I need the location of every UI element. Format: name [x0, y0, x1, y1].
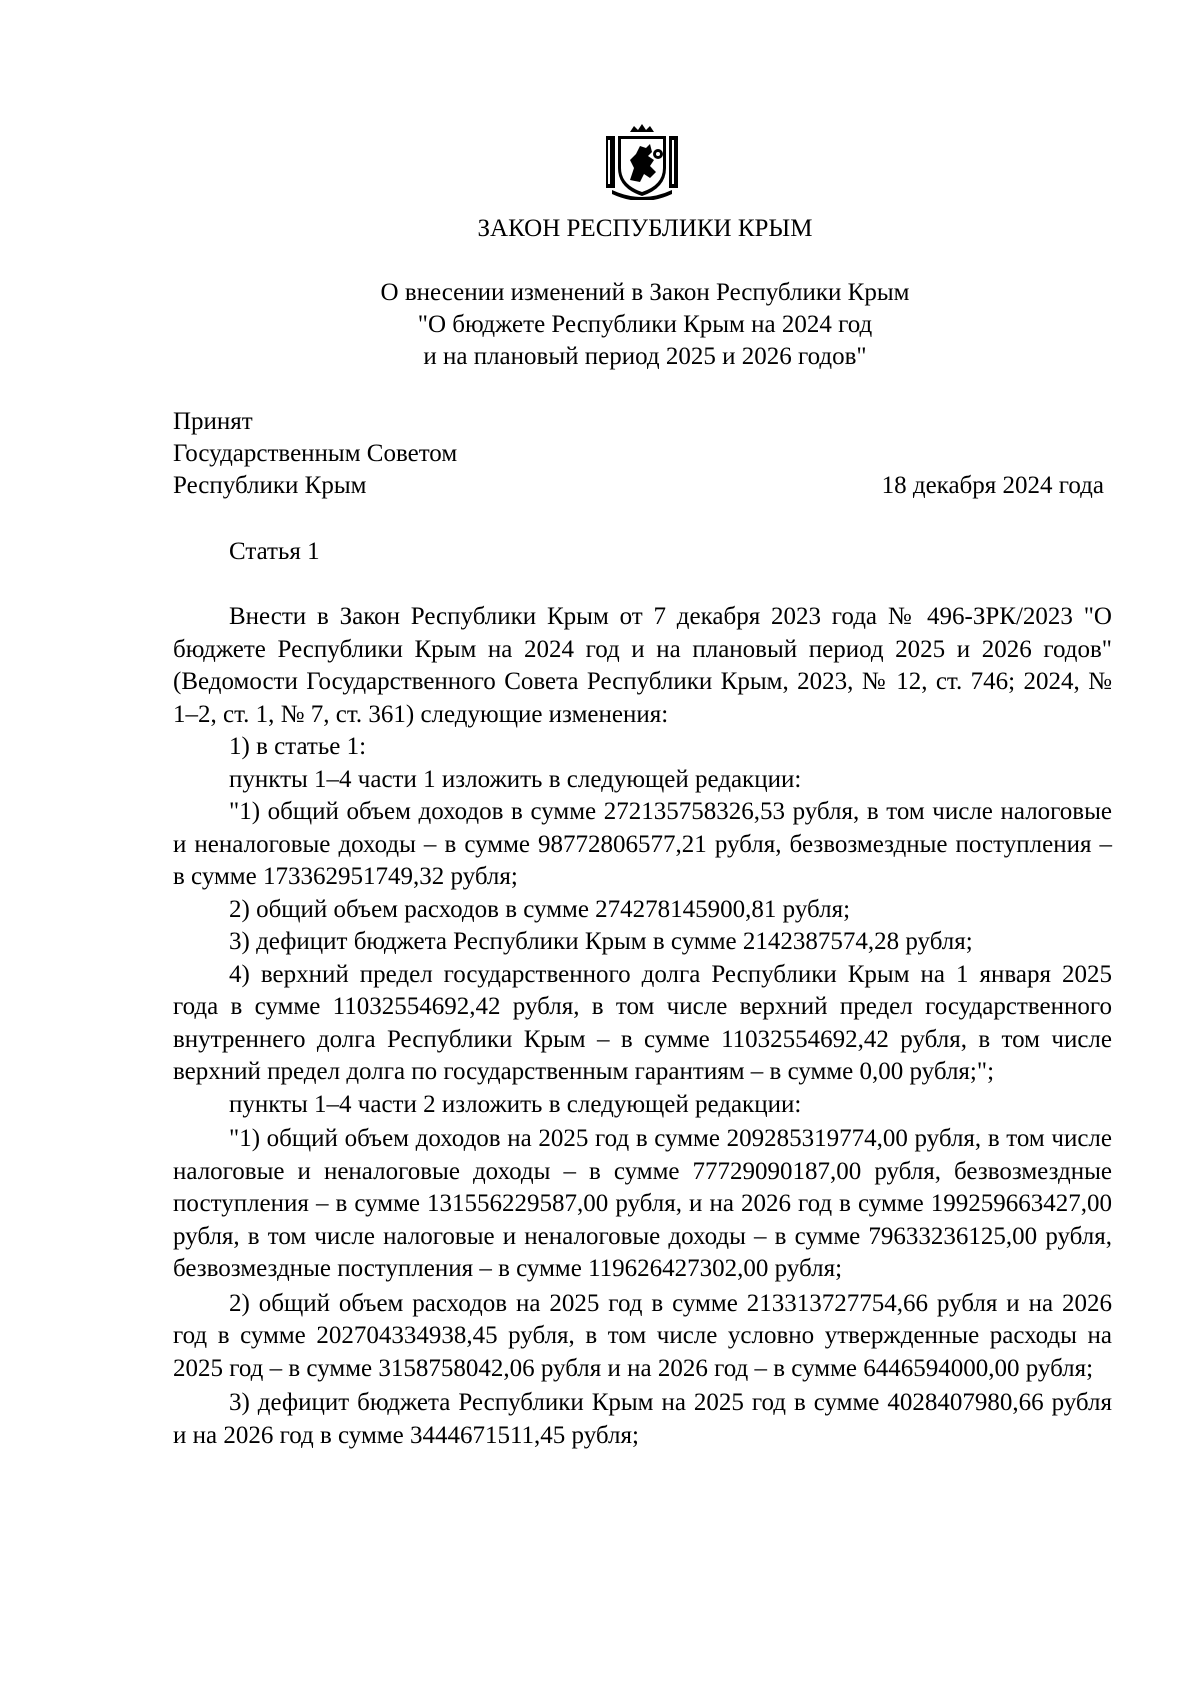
paragraph: 4) верхний предел государственного долга Республики Крым на 1 января 2025 года в сумме 11032554692,42 рубля, в том числе верхний предел государственного внутреннего долга Республики Крым – в сумме 11032554692,42 рубля, в том числе верхний предел долга по государственным гарантиям – в сумме 0,00 рубля;"; — [173, 960, 1112, 1085]
paragraph: 3) дефицит бюджета Республики Крым в сумме 2142387574,28 рубля; — [229, 928, 973, 955]
subtitle-line: "О бюджете Республики Крым на 2024 год — [417, 311, 873, 338]
subtitle-line: О внесении изменений в Закон Республики Крым — [380, 279, 910, 306]
paragraph: пункты 1–4 части 1 изложить в следующей редакции: — [229, 765, 802, 793]
crimea-coat-of-arms-icon — [600, 124, 684, 200]
subtitle-line: и на плановый период 2025 и 2026 годов" — [423, 343, 867, 370]
paragraph: 3) дефицит бюджета Республики Крым на 2025 год в сумме 4028407980,66 рубля и на 2026 год в сумме 3444671511,45 рубля; — [173, 1389, 1112, 1449]
paragraph: пункты 1–4 части 2 изложить в следующей редакции: — [229, 1090, 802, 1118]
paragraph: "1) общий объем доходов в сумме 272135758326,53 рубля, в том числе налоговые и неналоговые доходы – в сумме 98772806577,21 рубля, безвозмездные поступления – в сумме 173362951749,32 рубля; — [173, 798, 1112, 890]
paragraph: Внести в Закон Республики Крым от 7 декабря 2023 года № 496-ЗРК/2023 "О бюджете Республики Крым на 2024 год и на плановый период 2025 и 2026 годов" (Ведомости Государственного Совета Республики Крым, 2023, № 12, ст. 746; 2024, № 1–2, ст. 1, № 7, ст. 361) следующие изменения: — [173, 603, 1112, 728]
paragraph: 1) в статье 1: — [229, 733, 367, 760]
paragraph: 2) общий объем расходов на 2025 год в сумме 213313727754,66 рубля и на 2026 год в сумме 202704334938,45 рубля, в том числе условно утвержденные расходы на 2025 год – в сумме 3158758042,06 рубля и на 2026 год – в сумме 6446594000,00 рубля; — [173, 1289, 1112, 1382]
adoption-line: Республики Крым — [173, 472, 367, 499]
article-body — [173, 601, 1112, 1452]
paragraph: "1) общий объем доходов на 2025 год в сумме 209285319774,00 рубля, в том числе налоговые и неналоговые доходы – в сумме 77729090187,00 рубля, безвозмездные поступления – в сумме 131556229587,00 рубля, и на 2026 год в сумме 199259663427,00 рубля, в том числе налоговые и неналоговые доходы – в сумме 79633236125,00 рубля, безвозмездные поступления – в сумме 119626427302,00 рубля; — [173, 1125, 1112, 1282]
adoption-block — [173, 406, 457, 502]
adoption-line: Государственным Советом — [173, 440, 458, 467]
law-subtitle — [0, 277, 1200, 373]
adoption-date: 18 декабря 2024 года — [881, 472, 1104, 499]
paragraph: 2) общий объем расходов в сумме 274278145900,81 рубля; — [229, 895, 851, 923]
adoption-line: Принят — [173, 408, 253, 435]
law-title: ЗАКОН РЕСПУБЛИКИ КРЫМ — [477, 215, 813, 242]
article-heading: Статья 1 — [229, 538, 320, 565]
